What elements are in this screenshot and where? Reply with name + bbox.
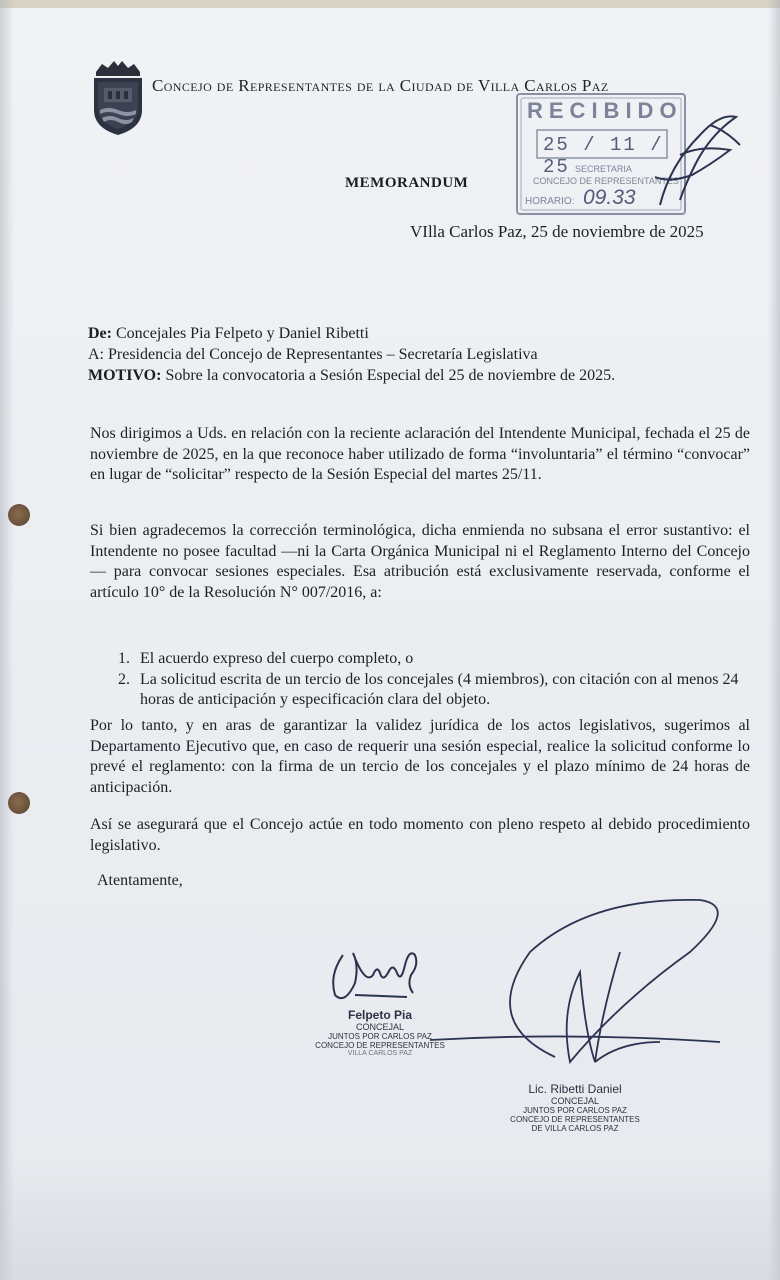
subject-label: MOTIVO: (88, 367, 162, 384)
list-item-text: La solicitud escrita de un tercio de los concejales (4 miembros), con citación con al menos 24 horas de anticipación y especificación clara del objeto. (140, 670, 739, 708)
ribetti-role: CONCEJAL (550, 1096, 599, 1106)
subject-value: Sobre la convocatoria a Sesión Especial del 25 de noviembre de 2025. (161, 367, 616, 384)
list-item-number: 2. (118, 670, 130, 688)
list-item-text: El acuerdo expreso del cuerpo completo, o (140, 650, 414, 667)
stamp-recibido: RECIBIDO (527, 98, 683, 123)
stamp-date: 25 / 11 / 25 (543, 134, 664, 178)
felpeto-bloc: JUNTOS POR CARLOS PAZ (328, 1032, 432, 1041)
paragraph-2: Si bien agradecemos la corrección terminológica, dicha enmienda no subsana el error sustantivo: el Intendente no posee facultad —ni la Carta Orgánica Municipal ni el Reglamento Interno del Concejo— para convocar sesiones especiales. Esa atribución está exclusivamente reservada, conforme el artículo 10° de la Resolución N° 007/2016, a: (90, 522, 750, 601)
address-block (88, 323, 738, 386)
memo-title: MEMORANDUM (345, 175, 469, 191)
left-shadow (0, 0, 14, 1280)
ribetti-city: DE VILLA CARLOS PAZ (531, 1124, 619, 1133)
subject-line (88, 365, 738, 386)
punch-hole (8, 504, 30, 526)
felpeto-body: CONCEJO DE REPRESENTANTES (315, 1041, 445, 1050)
felpeto-city: VILLA CARLOS PAZ (347, 1050, 413, 1057)
stamp-initials-signature (640, 105, 750, 215)
institution-header: Concejo de Representantes de la Ciudad de Villa Carlos Paz (152, 76, 609, 95)
stamp-horario-value: 09.33 (583, 186, 636, 209)
ribetti-bloc: JUNTOS POR CARLOS PAZ (523, 1106, 627, 1115)
numbered-list (118, 649, 750, 711)
ribetti-stamp (500, 1082, 650, 1133)
paper-top-edge (0, 0, 780, 8)
stamp-concejo: CONCEJO DE REPRESENTANTES (533, 176, 679, 186)
felpeto-role: CONCEJAL (355, 1022, 404, 1032)
felpeto-signature (325, 935, 435, 1015)
ribetti-signature (420, 892, 740, 1092)
closing: Atentamente, (97, 872, 183, 889)
stamp-secretaria: SECRETARIA (575, 164, 632, 174)
ribetti-body: CONCEJO DE REPRESENTANTES (510, 1115, 640, 1124)
felpeto-name: Felpeto Pia (347, 1008, 412, 1022)
from-line (88, 323, 738, 344)
paragraph-4: Así se asegurará que el Concejo actúe en todo momento con pleno respeto al debido procedimiento legislativo. (90, 816, 750, 854)
bottom-shadow (0, 1160, 780, 1280)
paragraph-1: Nos dirigimos a Uds. en relación con la reciente aclaración del Intendente Municipal, fechada el 25 de noviembre de 2025, en la que reconoce haber utilizado de forma “involuntaria” el término “convocar” en lugar de “solicitar” respecto de la Sesión Especial del martes 25/11. (90, 425, 750, 483)
to-line: A: Presidencia del Concejo de Representantes – Secretaría Legislativa (88, 346, 538, 363)
from-value: Concejales Pia Felpeto y Daniel Ribetti (111, 325, 369, 342)
punch-hole (8, 792, 30, 814)
stamp-horario-label: HORARIO: (525, 196, 575, 207)
date-line: VIlla Carlos Paz, 25 de noviembre de 2025 (410, 222, 704, 241)
ribetti-name: Lic. Ribetti Daniel (528, 1082, 622, 1096)
paragraph-3: Por lo tanto, y en aras de garantizar la validez jurídica de los actos legislativos, sugerimos al Departamento Ejecutivo que, en caso de requerir una sesión especial, realice la solicitud conforme lo prevé el reglamento: con la firma de un tercio de los concejales y el plazo mínimo de 24 horas de anticipación. (90, 717, 750, 796)
list-item (118, 649, 750, 670)
list-item-number: 1. (118, 650, 130, 667)
from-label: De: (88, 325, 112, 342)
coat-of-arms-icon (90, 58, 146, 136)
list-item (118, 670, 750, 711)
right-shadow (768, 0, 780, 1280)
